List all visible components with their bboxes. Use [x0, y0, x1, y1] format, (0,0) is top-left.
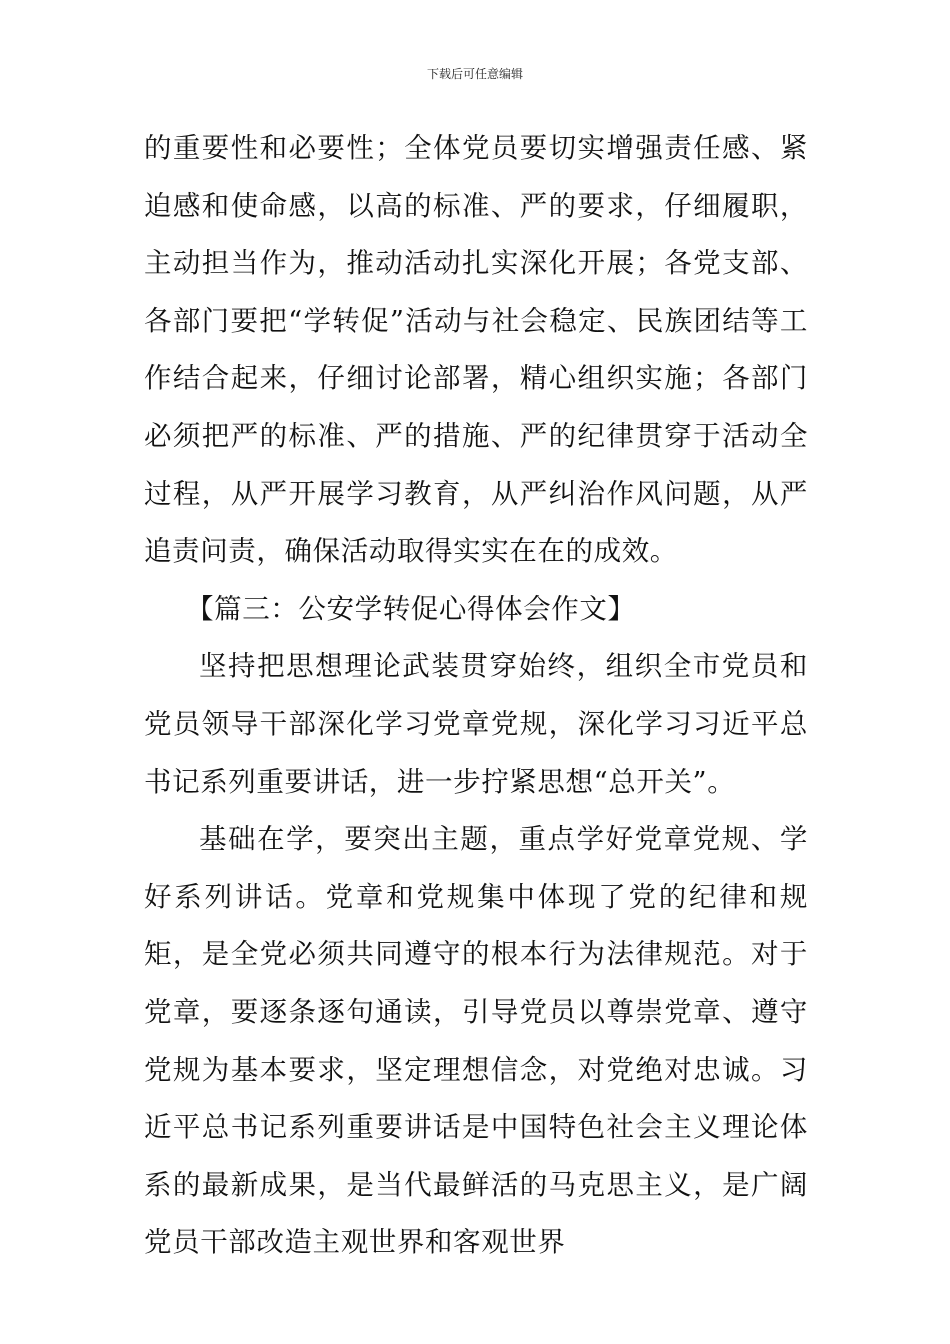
document-body — [144, 120, 808, 1272]
section-title: 【篇三：公安学转促心得体会作文】 — [186, 592, 636, 625]
page-header-note: 下载后可任意编辑 — [426, 67, 523, 81]
continued-paragraph: 的重要性和必要性；全体党员要切实增强责任感、紧迫感和使命感，以高的标准、严的要求，仔细履职，主动担当作为，推动活动扎实深化开展；各党支部、各部门要把“学转促”活动与社会稳定、民族团结等工作结合起来，仔细讨论部署，精心组织实施；各部门必须把严的标准、严的措施、严的纪律贯穿于活动全过程，从严开展学习教育，从严纠治作风问题，从严追责问责，确保活动取得实实在在的成效。 — [144, 132, 808, 568]
paragraph-basis-in-study: 基础在学，要突出主题，重点学好党章党规、学好系列讲话。党章和党规集中体现了党的纪律和规矩，是全党必须共同遵守的根本行为法律规范。对于党章，要逐条逐句通读，引导党员以尊崇党章、遵守党规为基本要求，坚定理想信念，对党绝对忠诚。习近平总书记系列重要讲话是中国特色社会主义理论体系的最新成果，是当代最鲜活的马克思主义，是广阔党员干部改造主观世界和客观世界 — [144, 823, 808, 1259]
paragraph-theory-armament: 坚持把思想理论武装贯穿始终，组织全市党员和党员领导干部深化学习党章党规，深化学习习近平总书记系列重要讲话，进一步拧紧思想“总开关”。 — [144, 650, 808, 798]
